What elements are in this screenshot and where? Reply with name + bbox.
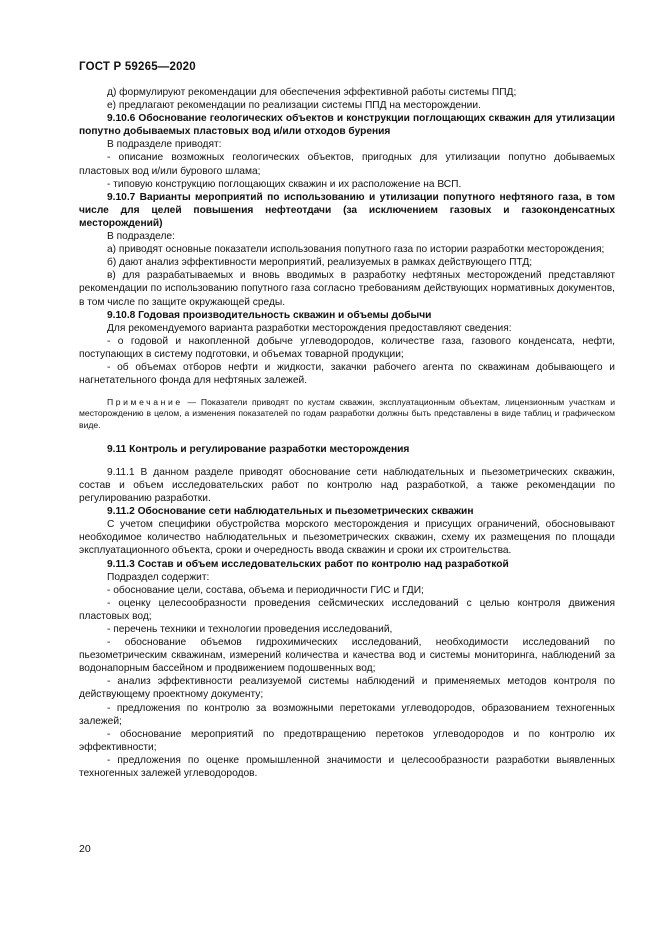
section-heading-9-10-6: 9.10.6 Обоснование геологических объектов и конструкции поглощающих скважин для утилизации попутно добываемых пластовых вод и/или отходов бурения (79, 113, 615, 138)
paragraph: 9.11.1 В данном разделе приводят обоснование сети наблюдательных и пьезометрических скважин, состав и объем исследовательских работ по контролю над разработкой, а также рекомендации по регулированию разработки. (79, 466, 615, 505)
bullet-item: - типовую конструкцию поглощающих скважин и их расположение на ВСП. (107, 178, 462, 190)
list-item-b: б) дают анализ эффективности мероприятий, реализуемых в рамках действующего ПТД; (107, 257, 533, 269)
bullet-item: - перечень техники и технологии проведения исследований, (107, 623, 393, 635)
bullet-item: - описание возможных геологических объектов, пригодных для утилизации попутно добываемых пластовых вод и/или бурового шлама; (79, 152, 615, 177)
bullet-item: - обоснование объемов гидрохимических исследований, необходимости исследований по пьезометрическим скважинам, измерений количества и качества вод и системы мониторинга, наблюдений за водонапорным бассейном и продвижением подошвенных вод; (79, 637, 615, 675)
list-item-e: е) предлагают рекомендации по реализации системы ППД на месторождении. (107, 100, 481, 112)
page-number: 20 (79, 843, 91, 855)
paragraph: В подразделе приводят: (107, 139, 222, 151)
bullet-item: - предложения по оценке промышленной значимости и целесообразности разработки выявленных техногенных залежей углеводородов. (79, 754, 615, 780)
bullet-item: - предложения по контролю за возможными перетоками углеводородов, образованием техногенных залежей; (79, 702, 615, 727)
list-item-d: д) формулируют рекомендации для обеспечения эффективной работы системы ППД; (107, 87, 517, 98)
note-label: Примечание (107, 397, 183, 408)
section-heading-9-10-8: 9.10.8 Годовая производительность скважин и объемы добычи (107, 309, 432, 321)
bullet-item: - обоснование цели, состава, объема и периодичности ГИС и ГДИ; (107, 584, 424, 596)
section-heading-9-11: 9.11 Контроль и регулирование разработки месторождения (107, 443, 410, 455)
section-heading-9-11-2: 9.11.2 Обоснование сети наблюдательных и пьезометрических скважин (107, 506, 474, 518)
bullet-item: - анализ эффективности реализуемой системы наблюдений и применяемых методов контроля по действующему проектному документу; (79, 676, 615, 701)
bullet-item: - обоснование мероприятий по предотвращению перетоков углеводородов и по контролю их эффективности; (79, 728, 615, 753)
paragraph: С учетом специфики обустройства морского месторождения и присущих ограничений, обосновывают необходимое количество наблюдательных и пьезометрических скважин, схему их размещения по площади эксплуатационного объекта, сроки и очередность ввода скважин и сроки их строительства. (79, 519, 615, 557)
document-body (79, 86, 615, 780)
section-heading-9-11-3: 9.11.3 Состав и объем исследовательских работ по контролю над разработкой (107, 558, 509, 570)
section-heading-9-10-7: 9.10.7 Варианты мероприятий по использованию и утилизации попутного нефтяного газа, в том числе для целей повышения нефтеотдачи (за исключением газовых и газоконденсатных месторождений) (79, 191, 615, 229)
bullet-item: - о годовой и накопленной добыче углеводородов, количестве газа, газового конденсата, нефти, поступающих в систему подготовки, и объемах товарной продукции; (79, 335, 615, 360)
bullet-item: - оценку целесообразности проведения сейсмических исследований с целью контроля движения пластовых вод; (79, 597, 615, 622)
note (79, 397, 615, 431)
note-text: — Показатели приводят по кустам скважин, эксплуатационным объектам, лицензионным участкам и месторождению в целом, а изменения показателей по годам разработки должны быть представлены в виде таблиц и графическом виде. (79, 397, 616, 430)
paragraph: Подраздел содержит: (107, 571, 210, 583)
bullet-item: - об объемах отборов нефти и жидкости, закачки рабочего агента по скважинам добывающего и нагнетательного фонда для нефтяных залежей. (79, 361, 615, 387)
paragraph: В подразделе: (107, 231, 175, 243)
paragraph: Для рекомендуемого варианта разработки месторождения предоставляют сведения: (107, 322, 512, 334)
document-header: ГОСТ Р 59265—2020 (79, 61, 196, 73)
list-item-a: а) приводят основные показатели использования попутного газа по истории разработки месторождения; (107, 244, 605, 256)
list-item-v: в) для разрабатываемых и вновь вводимых в разработку нефтяных месторождений представляют рекомендации по использованию попутного газа согласно требованиям действующих нормативных документов, в том числе по защите окружающей среды. (79, 270, 615, 308)
